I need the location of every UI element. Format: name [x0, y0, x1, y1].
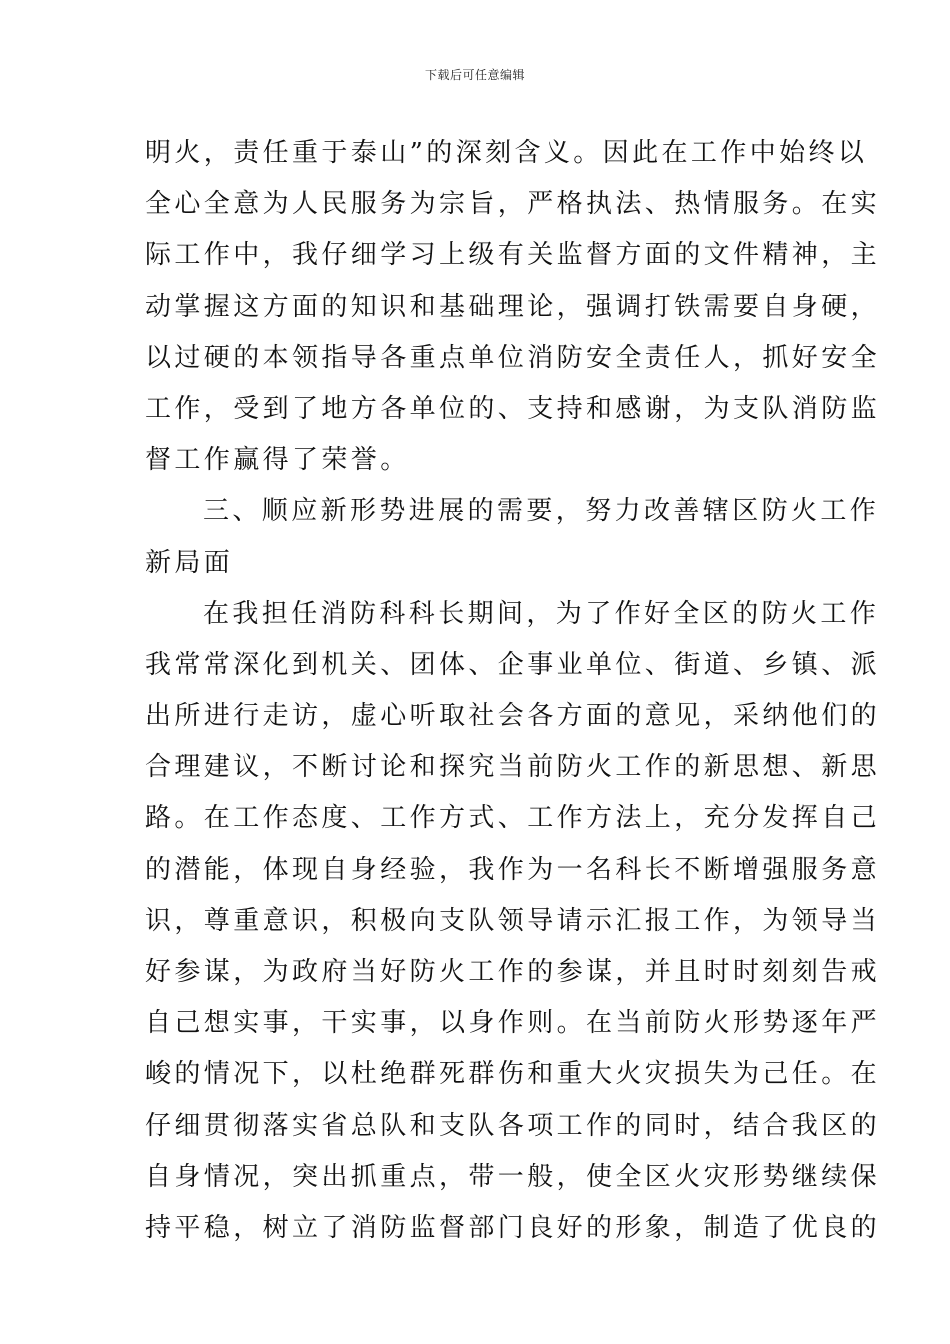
- text-line: 以过硬的本领指导各重点单位消防安全责任人，抓好安全: [145, 342, 881, 373]
- text-line: 我常常深化到机关、团体、企事业单位、街道、乡镇、派: [145, 649, 881, 680]
- text-line: 工作，受到了地方各单位的、支持和感谢，为支队消防监: [145, 393, 881, 424]
- text-line: 明火，责任重于泰山”的深刻含义。因此在工作中始终以: [145, 138, 868, 168]
- text-line: 动掌握这方面的知识和基础理论，强调打铁需要自身硬，: [145, 291, 881, 322]
- text-line: 好参谋，为政府当好防火工作的参谋，并且时时刻刻告戒: [145, 957, 881, 987]
- text-line: 出所进行走访，虚心听取社会各方面的意见，采纳他们的: [145, 701, 881, 732]
- text-line: 自己想实事，干实事，以身作则。在当前防火形势逐年严: [145, 1008, 881, 1039]
- text-line: 路。在工作态度、工作方式、工作方法上，充分发挥自己: [145, 803, 881, 834]
- text-line: 督工作赢得了荣誉。: [145, 445, 410, 476]
- section-heading-continued: 新局面: [145, 547, 234, 578]
- section-heading: 三、顺应新形势进展的需要，努力改善辖区防火工作: [203, 496, 880, 527]
- text-line: 全心全意为人民服务为宗旨，严格执法、热情服务。在实: [145, 189, 881, 220]
- text-line: 识，尊重意识，积极向支队领导请示汇报工作，为领导当: [145, 905, 881, 936]
- paragraph-start: 在我担任消防科科长期间，为了作好全区的防火工作: [203, 598, 880, 629]
- text-line: 合理建议，不断讨论和探究当前防火工作的新思想、新思: [145, 752, 881, 783]
- text-line: 持平稳，树立了消防监督部门良好的形象，制造了优良的: [145, 1212, 881, 1243]
- text-line: 峻的情况下，以杜绝群死群伤和重大火灾损失为己任。在: [145, 1059, 881, 1090]
- text-line: 仔细贯彻落实省总队和支队各项工作的同时，结合我区的: [145, 1110, 881, 1141]
- text-line: 自身情况，突出抓重点，带一般，使全区火灾形势继续保: [145, 1161, 881, 1192]
- text-line: 际工作中，我仔细学习上级有关监督方面的文件精神，主: [145, 240, 881, 271]
- header-note: 下载后可任意编辑: [424, 68, 525, 82]
- text-line: 的潜能，体现自身经验，我作为一名科长不断增强服务意: [145, 854, 881, 885]
- document-body: [145, 128, 881, 1254]
